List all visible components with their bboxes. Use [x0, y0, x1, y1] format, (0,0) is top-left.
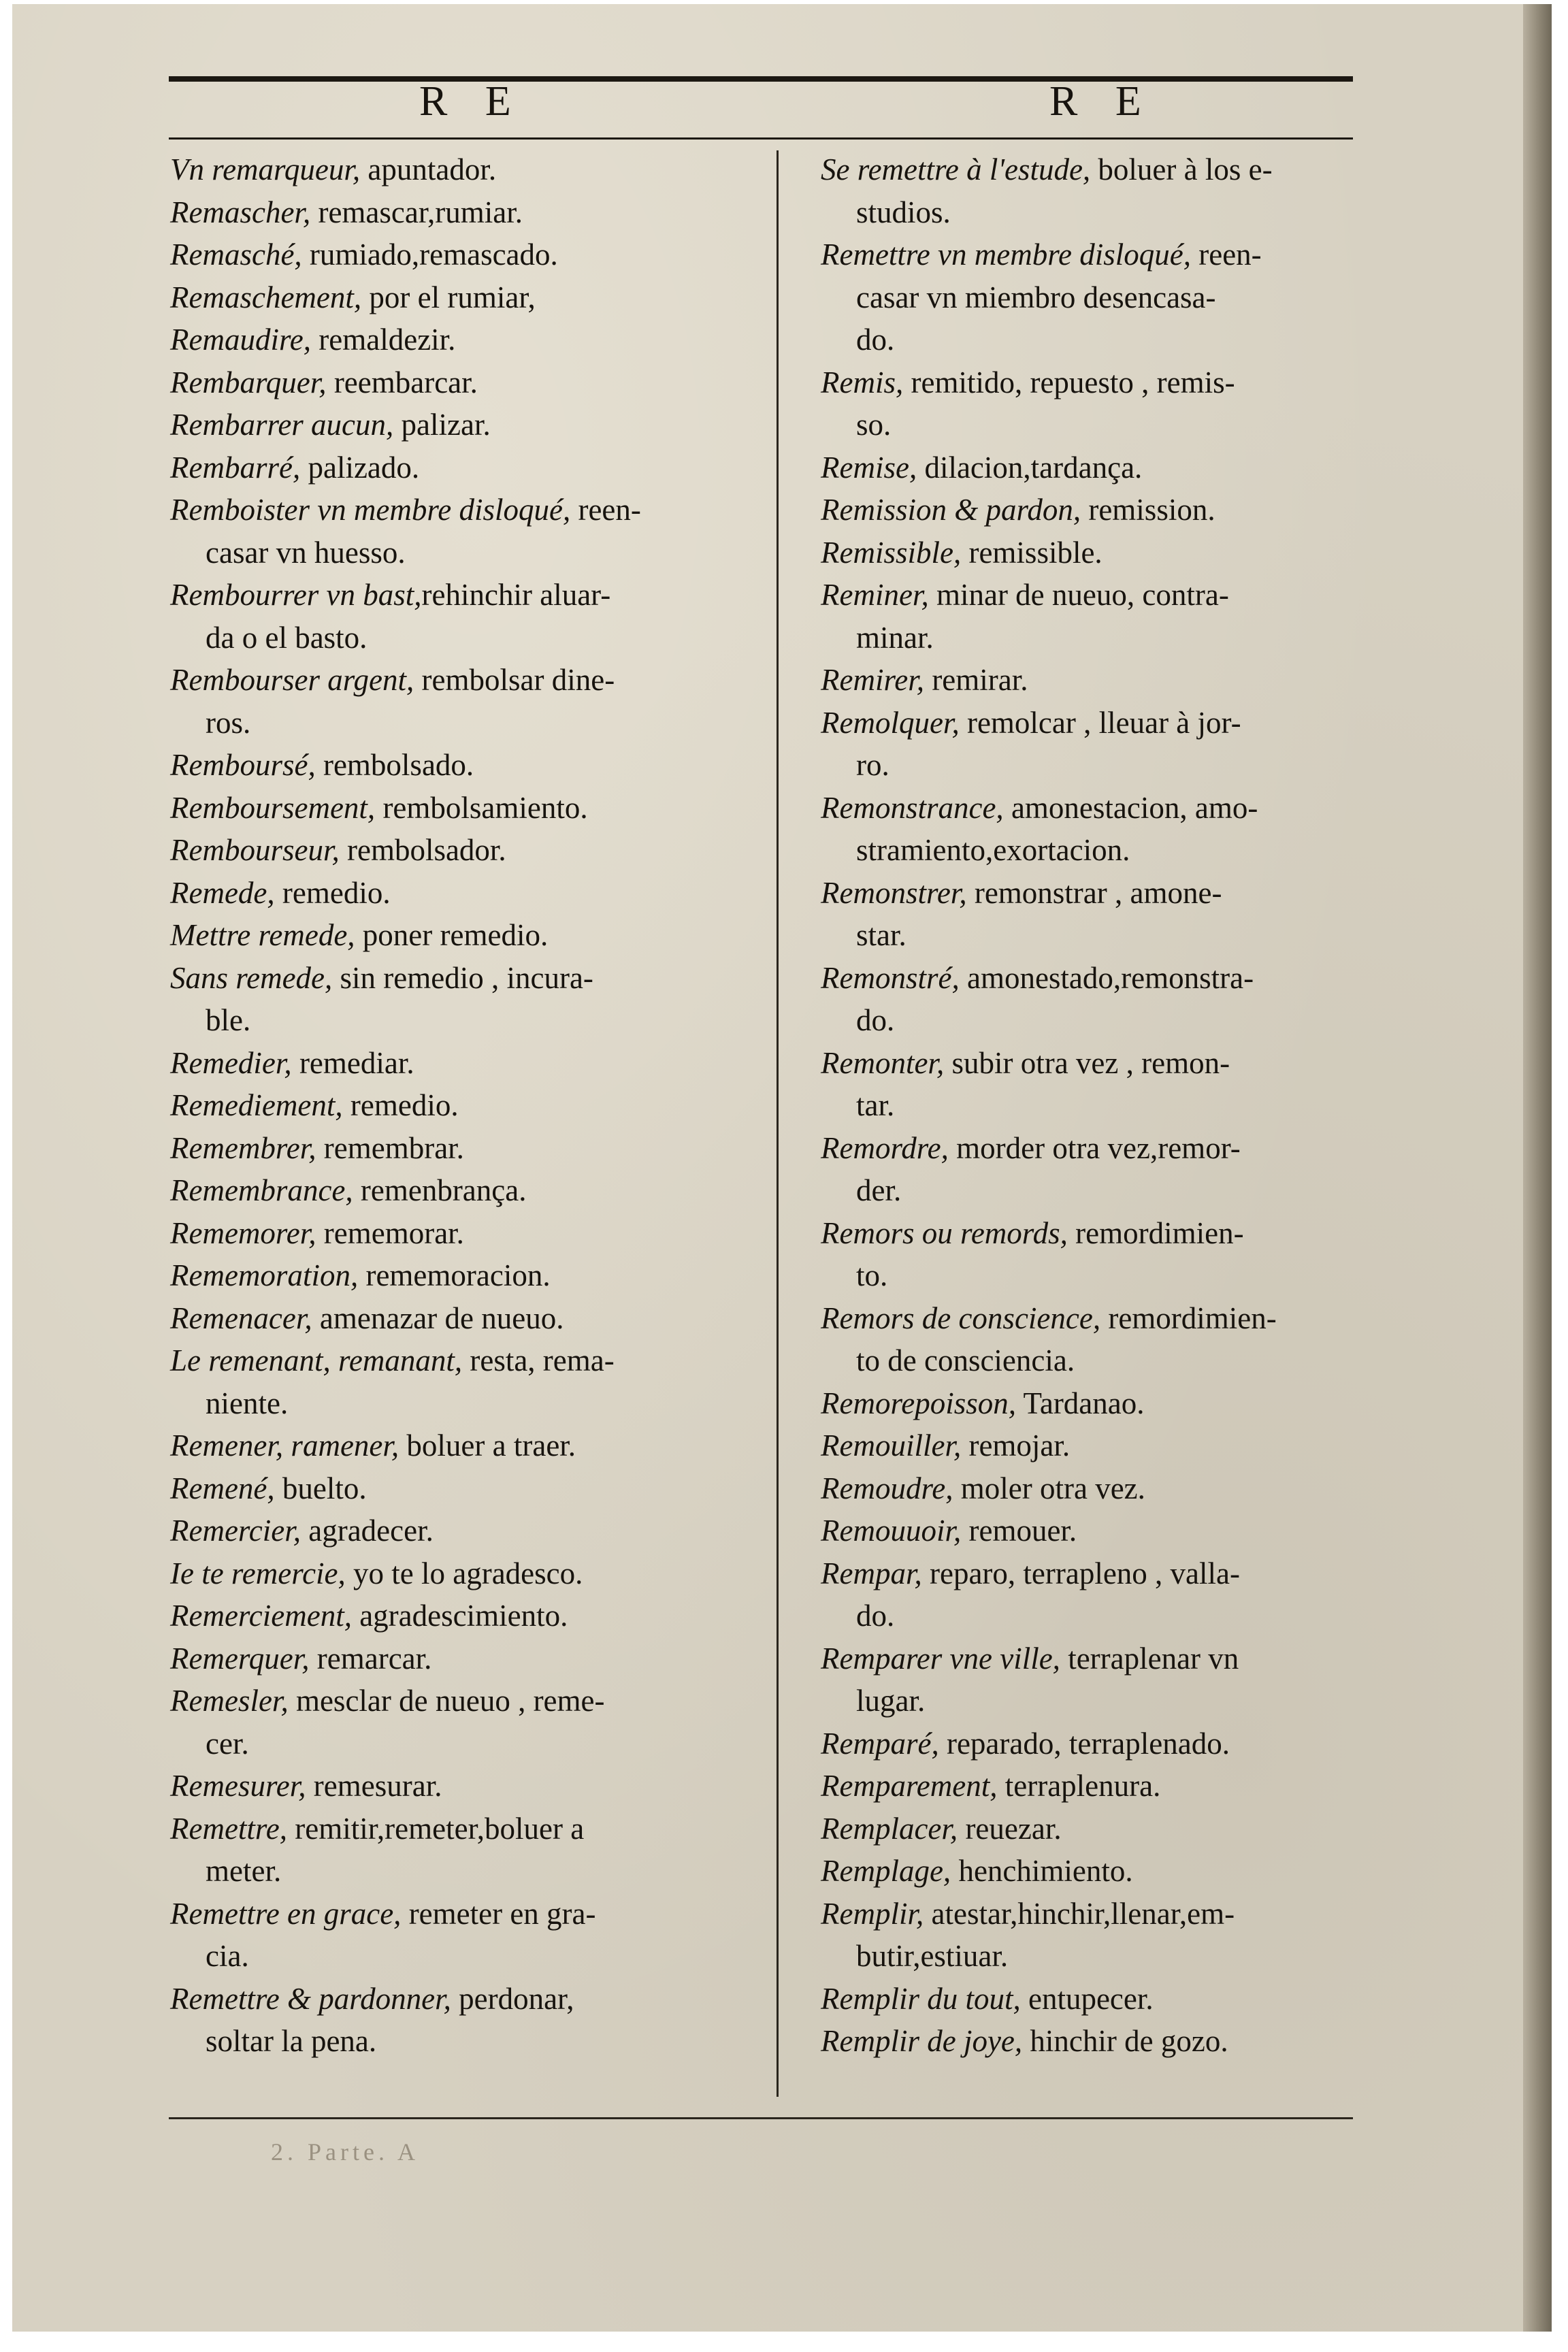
- translation: amonestado,remonstra-: [959, 960, 1254, 995]
- headword: Remis,: [821, 365, 904, 399]
- entry-continuation: [170, 1382, 769, 1425]
- headword: Remoudre,: [821, 1471, 953, 1505]
- translation: por el rumiar,: [361, 280, 536, 314]
- dictionary-entry: [170, 1297, 769, 1340]
- dictionary-entry: [821, 1722, 1401, 1765]
- headword: Remaschement,: [170, 280, 362, 314]
- entry-continuation: [821, 1339, 1401, 1382]
- dictionary-entry: [170, 574, 769, 617]
- headword: Se remettre à l'estude,: [821, 152, 1091, 186]
- translation: ros.: [206, 705, 251, 740]
- translation: meter.: [206, 1854, 282, 1888]
- translation: reparado, terraplenado.: [938, 1726, 1230, 1761]
- dictionary-entry: [170, 872, 769, 915]
- translation: poner remedio.: [355, 918, 549, 952]
- translation: ro.: [856, 748, 889, 782]
- translation: cia.: [206, 1939, 249, 1973]
- translation: remascar,rumiar.: [310, 195, 523, 229]
- dictionary-entry: [821, 1297, 1401, 1340]
- translation: remenbrança.: [353, 1173, 527, 1207]
- translation: reen-: [1191, 238, 1262, 272]
- translation: rememoracion.: [358, 1258, 551, 1292]
- translation: niente.: [206, 1386, 289, 1420]
- translation: Tardanao.: [1016, 1386, 1145, 1420]
- headword: Remasché,: [170, 238, 302, 272]
- headword: Remesurer,: [170, 1769, 306, 1803]
- entry-continuation: [821, 404, 1401, 446]
- headword: Remorepoisson,: [821, 1386, 1017, 1420]
- translation: atestar,hinchir,llenar,em-: [924, 1896, 1235, 1931]
- dictionary-entry: [170, 1552, 769, 1595]
- dictionary-entry: [821, 1042, 1401, 1085]
- headword: Remesler,: [170, 1684, 289, 1718]
- dictionary-entry: [821, 1637, 1401, 1680]
- translation: casar vn huesso.: [206, 535, 406, 570]
- entry-continuation: [170, 1935, 769, 1978]
- translation: buelto.: [274, 1471, 367, 1505]
- entry-continuation: [821, 999, 1401, 1042]
- headword: Remboister vn membre disloqué,: [170, 493, 571, 527]
- entry-continuation: [821, 914, 1401, 957]
- headword: Remordre,: [821, 1130, 949, 1165]
- translation: casar vn miembro desencasa-: [856, 280, 1216, 314]
- translation: subir otra vez , remon-: [944, 1045, 1230, 1080]
- headword: Remerciement,: [170, 1599, 352, 1633]
- translation: boluer à los e-: [1090, 152, 1273, 186]
- headword: Rembourrer vn bast,: [170, 578, 422, 612]
- translation: rembolsador.: [339, 833, 506, 867]
- translation: resta, rema-: [462, 1343, 615, 1377]
- dictionary-entry: [821, 1808, 1401, 1850]
- entry-continuation: [821, 1169, 1401, 1212]
- translation: henchimiento.: [951, 1854, 1133, 1888]
- dictionary-entry: [170, 787, 769, 830]
- headword: Remors de conscience,: [821, 1301, 1101, 1335]
- column-divider: [777, 150, 779, 2097]
- entry-continuation: [170, 2020, 769, 2063]
- headword: Remonstré,: [821, 960, 960, 995]
- dictionary-entry: [170, 446, 769, 489]
- translation: remedio.: [274, 875, 391, 910]
- translation: remitido, repuesto , remis-: [903, 365, 1235, 399]
- translation: perdonar,: [451, 1981, 574, 2016]
- headword: Remise,: [821, 450, 917, 485]
- dictionary-entry: [821, 1765, 1401, 1808]
- headword: Remener, ramener,: [170, 1428, 399, 1463]
- translation: remordimien-: [1067, 1215, 1244, 1250]
- translation: remolcar , lleuar à jor-: [959, 705, 1241, 740]
- translation: remaldezir.: [311, 323, 456, 357]
- translation: so.: [856, 408, 892, 442]
- translation: agradecer.: [301, 1514, 434, 1548]
- dictionary-entry: [821, 1424, 1401, 1467]
- translation: remission.: [1081, 493, 1215, 527]
- header-underline: [169, 137, 1353, 140]
- translation: do.: [856, 1599, 895, 1633]
- translation: ble.: [206, 1003, 251, 1037]
- headword: Remonter,: [821, 1045, 945, 1080]
- book-binding-edge: [1523, 4, 1552, 2332]
- dictionary-entry: [821, 361, 1401, 404]
- dictionary-entry: [170, 191, 769, 234]
- entry-continuation: [821, 744, 1401, 787]
- translation: star.: [856, 918, 906, 952]
- translation: dilacion,tardança.: [917, 450, 1143, 485]
- footer-rule: [169, 2117, 1353, 2119]
- translation: apuntador.: [360, 152, 497, 186]
- headword: Remplir du tout,: [821, 1981, 1021, 2016]
- translation: rembolsado.: [315, 748, 474, 782]
- dictionary-entry: [170, 659, 769, 702]
- translation: to de consciencia.: [856, 1343, 1075, 1377]
- translation: remirar.: [924, 663, 1028, 697]
- dictionary-entry: [821, 1127, 1401, 1170]
- headword: Ie te remercie,: [170, 1556, 346, 1590]
- entry-continuation: [821, 276, 1401, 319]
- dictionary-entry: [821, 1467, 1401, 1510]
- book-page: [12, 4, 1552, 2332]
- translation: entupecer.: [1020, 1981, 1154, 2016]
- entry-continuation: [170, 1722, 769, 1765]
- headword: Remercier,: [170, 1514, 301, 1548]
- right-column: [821, 148, 1401, 2063]
- translation: studios.: [856, 195, 951, 229]
- headword: Rembarrer aucun,: [170, 408, 394, 442]
- translation: remedio.: [342, 1088, 459, 1122]
- dictionary-entry: [170, 1637, 769, 1680]
- headword: Sans remede,: [170, 960, 333, 995]
- translation: mesclar de nueuo , reme-: [288, 1684, 605, 1718]
- dictionary-entry: [170, 148, 769, 191]
- headword: Remirer,: [821, 663, 925, 697]
- translation: remeter en gra-: [401, 1896, 596, 1931]
- headword: Remissible,: [821, 535, 962, 570]
- entry-continuation: [821, 829, 1401, 872]
- dictionary-entry: [170, 1680, 769, 1722]
- headword: Remouiller,: [821, 1428, 962, 1463]
- headword: Remplir de joye,: [821, 2024, 1023, 2058]
- translation: amenazar de nueuo.: [312, 1301, 564, 1335]
- entry-continuation: [170, 1850, 769, 1893]
- translation: reuezar.: [958, 1811, 1062, 1846]
- headword: Remembrer,: [170, 1130, 316, 1165]
- headword: Remerquer,: [170, 1641, 310, 1676]
- translation: remitir,remeter,boluer a: [287, 1811, 585, 1846]
- entry-continuation: [821, 1595, 1401, 1637]
- dictionary-entry: [170, 829, 769, 872]
- translation: do.: [856, 1003, 895, 1037]
- headword: Remascher,: [170, 195, 311, 229]
- dictionary-entry: [170, 361, 769, 404]
- dictionary-entry: [821, 532, 1401, 574]
- dictionary-entry: [170, 318, 769, 361]
- headword: Remission & pardon,: [821, 493, 1081, 527]
- entry-continuation: [821, 318, 1401, 361]
- translation: remembrar.: [316, 1130, 464, 1165]
- dictionary-entry: [821, 1382, 1401, 1425]
- headword: Remembrance,: [170, 1173, 353, 1207]
- translation: hinchir de gozo.: [1022, 2024, 1228, 2058]
- entry-continuation: [170, 617, 769, 659]
- entry-continuation: [821, 1084, 1401, 1127]
- translation: remarcar.: [309, 1641, 432, 1676]
- translation: remouer.: [961, 1514, 1077, 1548]
- dictionary-entry: [170, 1467, 769, 1510]
- entry-continuation: [821, 1254, 1401, 1297]
- headword: Remplir,: [821, 1896, 924, 1931]
- translation: minar de nueuo, contra-: [928, 578, 1229, 612]
- headword: Remonstrance,: [821, 790, 1004, 825]
- translation: da o el basto.: [206, 620, 368, 655]
- translation: reen-: [570, 493, 641, 527]
- entry-continuation: [821, 1935, 1401, 1978]
- dictionary-entry: [170, 1212, 769, 1255]
- dictionary-entry: [170, 1254, 769, 1297]
- translation: palizar.: [393, 408, 491, 442]
- left-column: [170, 148, 769, 2063]
- dictionary-entry: [821, 2020, 1401, 2063]
- dictionary-entry: [821, 1978, 1401, 2021]
- headword: Reminer,: [821, 578, 929, 612]
- headword: Remparé,: [821, 1726, 939, 1761]
- dictionary-entry: [170, 914, 769, 957]
- headword: Mettre remede,: [170, 918, 355, 952]
- translation: tar.: [856, 1088, 895, 1122]
- headword: Remonstrer,: [821, 875, 967, 910]
- headword: Remediement,: [170, 1088, 343, 1122]
- headword: Rembourser argent,: [170, 663, 414, 697]
- headword: Rembarré,: [170, 450, 301, 485]
- translation: terraplenura.: [997, 1769, 1161, 1803]
- headword: Rempar,: [821, 1556, 922, 1590]
- translation: do.: [856, 323, 895, 357]
- entry-continuation: [170, 999, 769, 1042]
- translation: to.: [856, 1258, 888, 1292]
- dictionary-entry: [170, 276, 769, 319]
- headword: Rememoration,: [170, 1258, 359, 1292]
- translation: stramiento,exortacion.: [856, 833, 1130, 867]
- dictionary-entry: [821, 1893, 1401, 1936]
- dictionary-entry: [170, 1084, 769, 1127]
- translation: rumiado,remascado.: [301, 238, 558, 272]
- dictionary-entry: [821, 1850, 1401, 1893]
- headword: Le remenant, remanant,: [170, 1343, 463, 1377]
- dictionary-entry: [821, 233, 1401, 276]
- translation: remonstrar , amone-: [966, 875, 1222, 910]
- translation: remordimien-: [1100, 1301, 1277, 1335]
- dictionary-entry: [170, 744, 769, 787]
- dictionary-entry: [821, 872, 1401, 915]
- dictionary-entry: [821, 1212, 1401, 1255]
- dictionary-entry: [170, 1978, 769, 2021]
- headword: Remettre vn membre disloqué,: [821, 238, 1191, 272]
- dictionary-entry: [821, 574, 1401, 617]
- dictionary-entry: [170, 1127, 769, 1170]
- headword: Remplacer,: [821, 1811, 958, 1846]
- translation: yo te lo agradesco.: [345, 1556, 583, 1590]
- entry-continuation: [821, 1680, 1401, 1722]
- translation: sin remedio , incura-: [332, 960, 593, 995]
- dictionary-entry: [170, 1042, 769, 1085]
- translation: remojar.: [961, 1428, 1071, 1463]
- entry-continuation: [170, 702, 769, 745]
- translation: butir,estiuar.: [856, 1939, 1009, 1973]
- dictionary-entry: [821, 787, 1401, 830]
- running-head-left: R E: [419, 78, 525, 125]
- dictionary-entry: [170, 1893, 769, 1936]
- header-rule: [169, 76, 1353, 82]
- headword: Remboursé,: [170, 748, 316, 782]
- running-head-right: R E: [1049, 78, 1155, 125]
- entry-continuation: [821, 617, 1401, 659]
- translation: minar.: [856, 620, 934, 655]
- dictionary-entry: [170, 233, 769, 276]
- translation: boluer a traer.: [399, 1428, 576, 1463]
- headword: Rememorer,: [170, 1215, 316, 1250]
- translation: soltar la pena.: [206, 2024, 377, 2058]
- headword: Remboursement,: [170, 790, 376, 825]
- translation: reembarcar.: [326, 365, 478, 399]
- headword: Remplage,: [821, 1854, 951, 1888]
- translation: amonestacion, amo-: [1003, 790, 1258, 825]
- headword: Remedier,: [170, 1045, 292, 1080]
- translation: der.: [856, 1173, 902, 1207]
- headword: Remors ou remords,: [821, 1215, 1068, 1250]
- translation: rembolsar dine-: [414, 663, 615, 697]
- translation: rehinchir aluar-: [421, 578, 611, 612]
- dictionary-entry: [170, 1595, 769, 1637]
- translation: agradescimiento.: [351, 1599, 568, 1633]
- dictionary-entry: [170, 1765, 769, 1808]
- headword: Remenacer,: [170, 1301, 312, 1335]
- translation: palizado.: [300, 450, 420, 485]
- dictionary-entry: [821, 957, 1401, 1000]
- headword: Remettre & pardonner,: [170, 1981, 451, 2016]
- translation: reparo, terrapleno , valla-: [921, 1556, 1240, 1590]
- entry-continuation: [170, 532, 769, 574]
- dictionary-entry: [170, 1509, 769, 1552]
- translation: rememorar.: [316, 1215, 464, 1250]
- translation: moler otra vez.: [953, 1471, 1145, 1505]
- headword: Remettre,: [170, 1811, 288, 1846]
- dictionary-entry: [821, 702, 1401, 745]
- translation: cer.: [206, 1726, 249, 1761]
- dictionary-entry: [821, 446, 1401, 489]
- dictionary-entry: [170, 1169, 769, 1212]
- dictionary-entry: [821, 1509, 1401, 1552]
- headword: Rembourseur,: [170, 833, 340, 867]
- translation: morder otra vez,remor-: [948, 1130, 1241, 1165]
- dictionary-entry: [170, 1424, 769, 1467]
- entry-continuation: [821, 191, 1401, 234]
- headword: Remparement,: [821, 1769, 998, 1803]
- headword: Remené,: [170, 1471, 275, 1505]
- translation: terraplenar vn: [1060, 1641, 1239, 1676]
- headword: Remaudire,: [170, 323, 312, 357]
- headword: Rembarquer,: [170, 365, 327, 399]
- translation: lugar.: [856, 1684, 926, 1718]
- headword: Remparer vne ville,: [821, 1641, 1060, 1676]
- translation: remissible.: [961, 535, 1102, 570]
- translation: rembolsamiento.: [375, 790, 588, 825]
- headword: Remede,: [170, 875, 275, 910]
- dictionary-entry: [170, 404, 769, 446]
- dictionary-entry: [821, 1552, 1401, 1595]
- translation: remediar.: [291, 1045, 414, 1080]
- dictionary-entry: [170, 1808, 769, 1850]
- headword: Vn remarqueur,: [170, 152, 361, 186]
- headword: Remettre en grace,: [170, 1896, 402, 1931]
- dictionary-entry: [821, 659, 1401, 702]
- dictionary-entry: [170, 957, 769, 1000]
- dictionary-entry: [821, 489, 1401, 532]
- dictionary-entry: [170, 1339, 769, 1382]
- signature-mark: 2. Parte. A: [271, 2138, 419, 2166]
- headword: Remouuoir,: [821, 1514, 962, 1548]
- headword: Remolquer,: [821, 705, 960, 740]
- dictionary-entry: [821, 148, 1401, 191]
- dictionary-entry: [170, 489, 769, 532]
- translation: remesurar.: [306, 1769, 442, 1803]
